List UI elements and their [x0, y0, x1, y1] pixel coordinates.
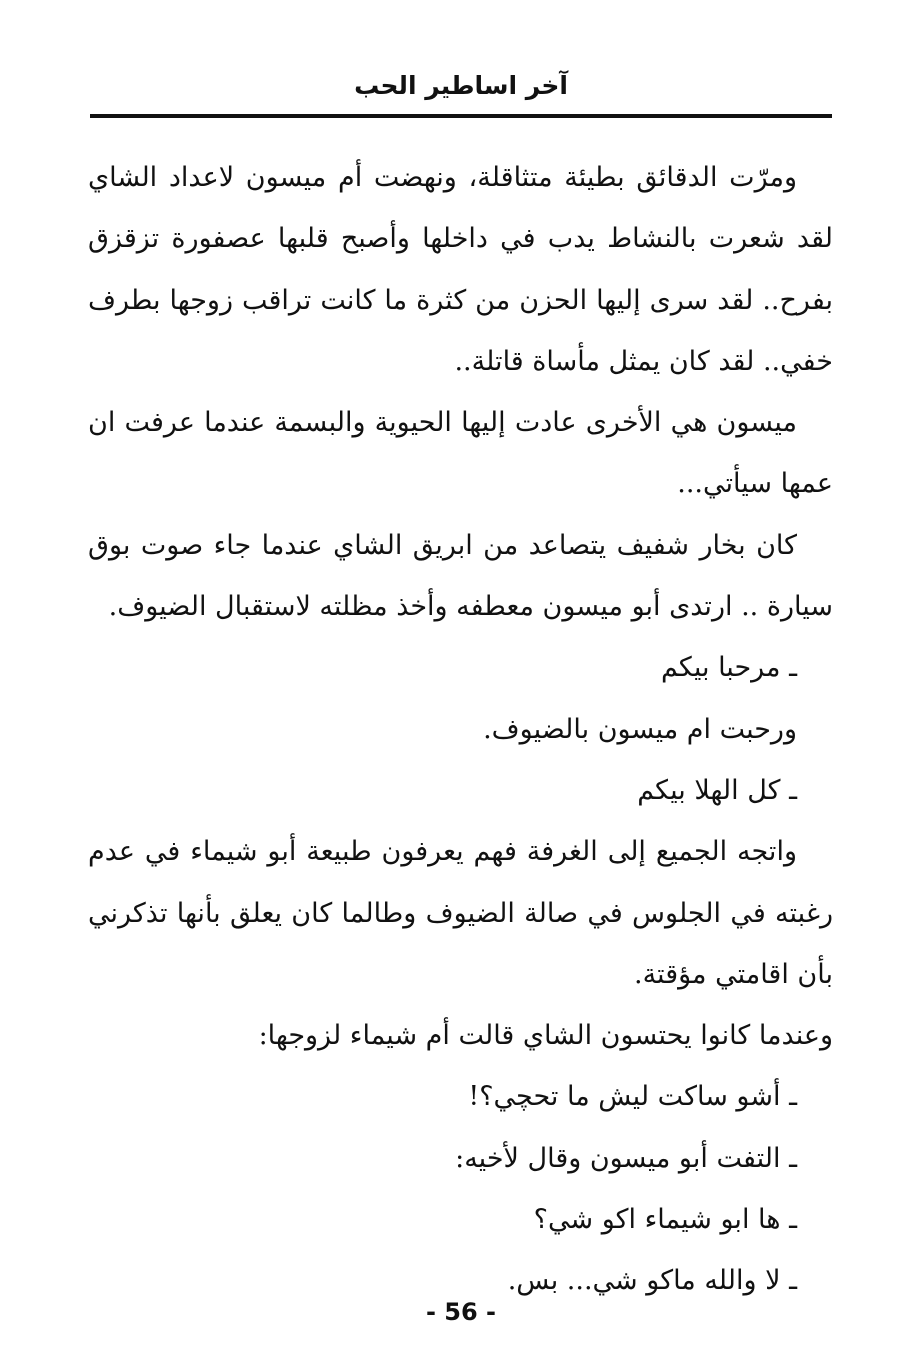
- paragraph: ومرّت الدقائق بطيئة متثاقلة، ونهضت أم ميسون لاعداد الشاي لقد شعرت بالنشاط يدب في داخلها وأصبح قلبها عصفورة تزقزق بفرح.. لقد سرى إليها الحزن من كثرة ما كانت تراقب زوجها بطرف خفي.. لقد كان يمثل مأساة قاتلة..: [88, 162, 833, 377]
- dialogue-line: ورحبت ام ميسون بالضيوف.: [483, 713, 797, 745]
- dialogue-line: ـ لا والله ماكو شي... بس.: [507, 1265, 797, 1297]
- dialogue-line: ـ أشو ساكت ليش ما تحچي؟!: [468, 1081, 797, 1113]
- body-text: [88, 147, 833, 1312]
- dialogue-line: ـ مرحبا بيكم: [660, 652, 797, 684]
- paragraph: ميسون هي الأخرى عادت إليها الحيوية والبسمة عندما عرفت ان عمها سيأتي...: [88, 407, 833, 500]
- dialogue-line: ـ التفت أبو ميسون وقال لأخيه:: [455, 1142, 797, 1174]
- dialogue-line: ـ كل الهلا بيكم: [637, 774, 797, 806]
- running-header: آخر اساطير الحب: [354, 71, 568, 100]
- dialogue-line: ـ ها ابو شيماء اكو شي؟: [533, 1204, 797, 1236]
- header-rule: [90, 114, 832, 118]
- paragraph: كان بخار شفيف يتصاعد من ابريق الشاي عندما جاء صوت بوق سيارة .. ارتدى أبو ميسون معطفه وأخذ مظلته لاستقبال الضيوف.: [88, 529, 833, 623]
- page-number: - 56 -: [425, 1298, 497, 1326]
- paragraph: واتجه الجميع إلى الغرفة فهم يعرفون طبيعة أبو شيماء في عدم رغبته في الجلوس في صالة الضيوف وطالما كان يعلق بأنها تذكرني بأن اقامتي مؤقتة.: [88, 836, 833, 990]
- paragraph: وعندما كانوا يحتسون الشاي قالت أم شيماء لزوجها:: [258, 1020, 833, 1052]
